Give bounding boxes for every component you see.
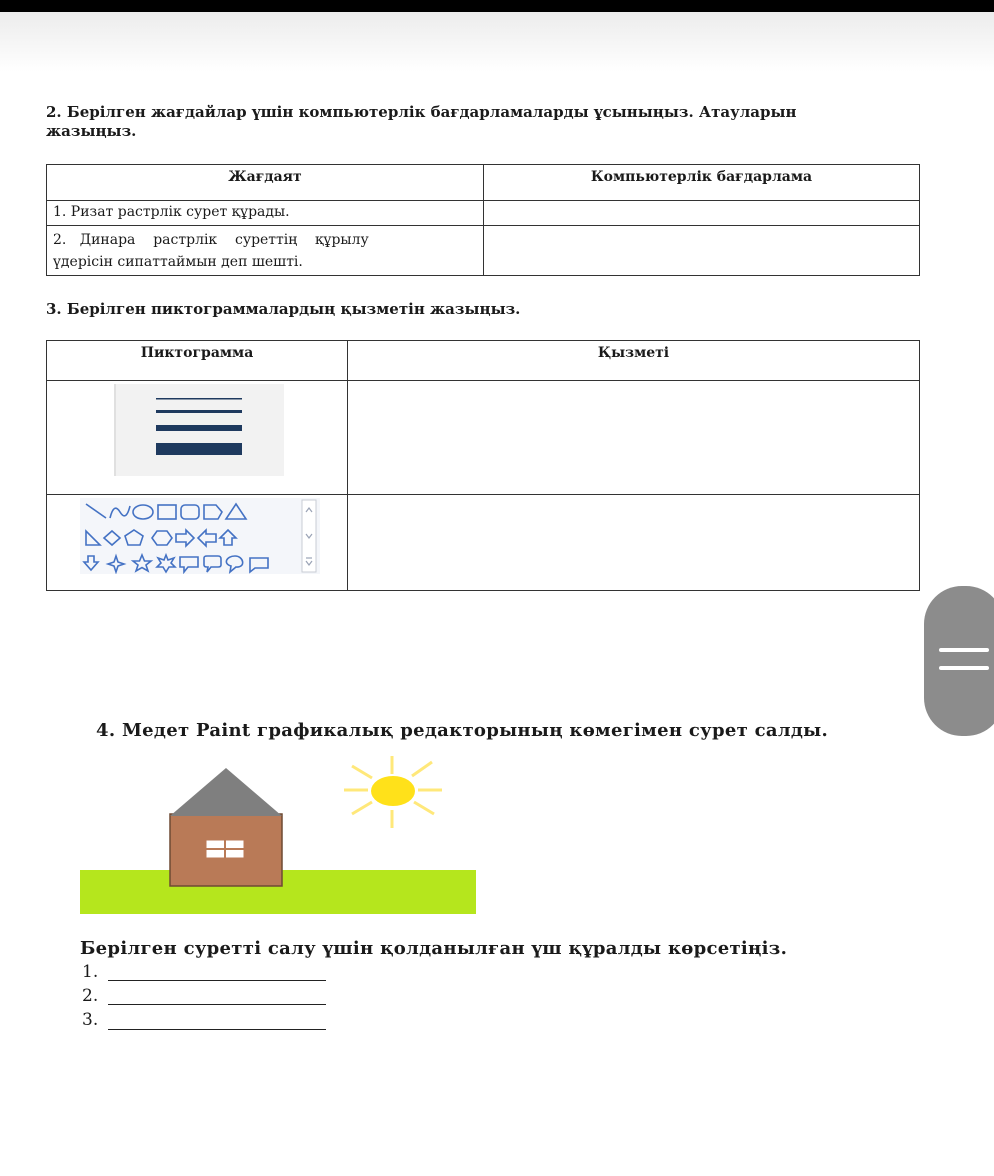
answer-blank-2[interactable]: [108, 1004, 326, 1005]
line-thickness-svg: [116, 384, 284, 476]
q2-row2-program[interactable]: [484, 226, 920, 276]
hexagon-shape-icon: [152, 531, 172, 545]
q3-title: 3. Берілген пиктограммалардың қызметін жазыңыз.: [46, 300, 521, 318]
q2-title: [46, 103, 896, 141]
right-triangle-shape-icon: [86, 531, 100, 545]
sun: [371, 776, 415, 806]
down-arrow-shape-icon: [84, 556, 98, 570]
oval-shape-icon: [133, 505, 153, 519]
six-point-star-shape-icon: [157, 555, 175, 572]
shapes-gallery-svg: [80, 498, 320, 574]
thickest-line: [156, 443, 242, 455]
up-arrow-shape-icon: [220, 530, 236, 545]
five-point-star-shape-icon: [133, 555, 151, 571]
q3-header-function: Қызметі: [348, 341, 920, 381]
answer-label-3: 3.: [82, 1010, 99, 1030]
line-shape-icon: [86, 504, 106, 518]
q4-subtitle: Берілген суретті салу үшін қолданылған үш құралды көрсетіңіз.: [80, 938, 788, 959]
q3-row2-function[interactable]: [348, 495, 920, 591]
rectangle-shape-icon: [158, 505, 176, 519]
q3-row1-function[interactable]: [348, 381, 920, 495]
pentagon-shape-icon: [125, 530, 143, 545]
answer-blank-1[interactable]: [108, 980, 326, 981]
q2-row1-situation: 1. Ризат растрлік сурет құрады.: [47, 201, 484, 226]
medium-line: [156, 410, 242, 413]
answer-blank-3[interactable]: [108, 1029, 326, 1030]
scroll-handle[interactable]: [924, 586, 994, 736]
q2-header-situation: Жағдаят: [47, 165, 484, 201]
q2-title-line2: жазыңыз.: [46, 122, 137, 140]
q4-title: 4. Медет Paint графикалық редакторының көмегімен сурет салды.: [96, 720, 829, 741]
q2-row2-line1: 2. Динара растрлік суреттің құрылу: [53, 232, 369, 248]
scroll-handle-bar-top: [939, 648, 989, 652]
left-arrow-shape-icon: [198, 530, 216, 546]
triangle-shape-icon: [226, 504, 246, 519]
q2-header-program: Компьютерлік бағдарлама: [484, 165, 920, 201]
answer-label-2: 2.: [82, 986, 99, 1006]
house-roof: [170, 768, 282, 816]
rounded-callout-shape-icon: [204, 556, 221, 572]
top-shadow: [0, 12, 994, 72]
q2-table: [46, 164, 920, 276]
paint-drawing: [76, 748, 486, 920]
top-black-bar: [0, 0, 994, 12]
gallery-scroll-track[interactable]: [302, 500, 316, 572]
thick-line: [156, 425, 242, 431]
q2-title-line1: 2. Берілген жағдайлар үшін компьютерлік бағдарламаларды ұсыныңыз. Атауларын: [46, 103, 797, 121]
q2-row2-line2: үдерісін сипаттаймын деп шешті.: [53, 254, 303, 270]
thin-line: [156, 398, 242, 400]
polygon-shape-icon: [204, 505, 222, 519]
q2-row2-situation: [47, 226, 484, 276]
diamond-shape-icon: [104, 531, 120, 545]
cloud-callout-shape-icon: [250, 558, 268, 572]
rounded-rectangle-shape-icon: [181, 505, 199, 519]
four-point-star-shape-icon: [108, 556, 124, 572]
line-thickness-icon: [114, 384, 284, 476]
right-arrow-shape-icon: [176, 530, 194, 546]
q3-header-icon: Пиктограмма: [47, 341, 348, 381]
oval-callout-shape-icon: [226, 556, 242, 572]
curve-shape-icon: [110, 506, 130, 518]
q2-row1-program[interactable]: [484, 201, 920, 226]
answer-label-1: 1.: [82, 962, 99, 982]
scroll-handle-bar-bottom: [939, 666, 989, 670]
shapes-gallery-icon: [80, 498, 320, 574]
rect-callout-shape-icon: [180, 557, 198, 572]
